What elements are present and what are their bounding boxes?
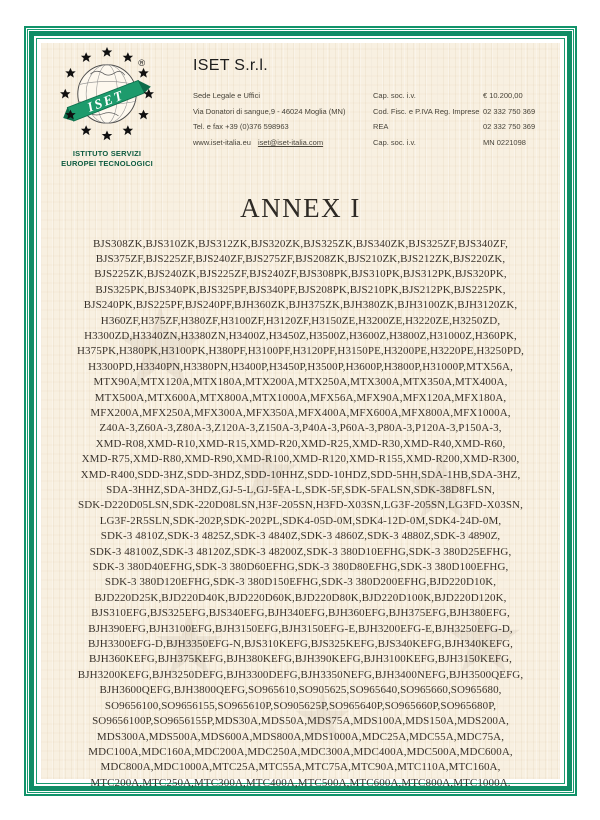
company-name: ISET S.r.l. (193, 57, 269, 74)
annex-line: MDC800A,MDC1000A,MTC25A,MTC55A,MTC75A,MTC90A,MTC110A,MTC160A, (100, 761, 501, 774)
annex-line: BJS240PK,BJS225PF,BJS240PF,BJH360ZK,BJH375ZK,BJH380ZK,BJH3100ZK,BJH3120ZK, (83, 299, 518, 312)
annex-line: BJH3200KEFG,BJH3250DEFG,BJH3300DEFG,BJH3350NEFG,BJH3400NEFG,BJH3500QEFG, (77, 668, 524, 681)
registry-label: REA (373, 122, 389, 132)
annex-line: H3300ZD,H3340ZN,H3380ZN,H3400Z,H3450Z,H3500Z,H3600Z,H3800Z,H31000Z,H360PK, (84, 329, 517, 342)
annex-line: BJS325PK,BJS340PK,BJS325PF,BJS340PF,BJS208PK,BJS210PK,BJS212PK,BJS225PK, (95, 283, 506, 296)
annex-body (41, 237, 560, 792)
annex-line: MDC100A,MDC160A,MDC200A,MDC250A,MDC300A,MDC400A,MDC500A,MDC600A, (88, 745, 513, 758)
annex-line: BJH390EFG,BJH3100EFG,BJH3150EFG,BJH3150EFG-E,BJH3200EFG-E,BJH3250EFG-D, (88, 622, 513, 635)
annex-line: SDK-3 380D120EFHG,SDK-3 380D150EFHG,SDK-3 380D200EFHG,BJD220D10K, (104, 576, 497, 589)
annex-line: BJH360KEFG,BJH375KEFG,BJH380KEFG,BJH390KEFG,BJH3100KEFG,BJH3150KEFG, (88, 653, 513, 666)
watermark-star: ★ (441, 587, 527, 693)
annex-line: H375PK,H380PK,H3100PK,H380PF,H3100PF,H3120PF,H3150PE,H3200PE,H3220PE,H3250PD, (77, 345, 524, 358)
registry-value: MN 0221098 (483, 137, 526, 147)
watermark-star: ★ (151, 598, 228, 693)
annex-line: XMD-R75,XMD-R80,XMD-R90,XMD-R100,XMD-R120,XMD-R155,XMD-R200,XMD-R300, (81, 453, 520, 466)
annex-line: SDK-3 380D40EFHG,SDK-3 380D60EFHG,SDK-3 380D80EFHG,SDK-3 380D100EFHG, (92, 561, 509, 574)
paper-background (41, 43, 560, 789)
registry-value: 02 332 750 369 (483, 122, 536, 132)
letterhead (41, 43, 560, 169)
annex-line: MFX200A,MFX250A,MFX300A,MFX350A,MFX400A,MFX600A,MFX800A,MFX1000A, (90, 406, 511, 419)
logo-caption-line2: EUROPEI TECNOLOGICI (61, 158, 153, 168)
company-info (167, 45, 550, 169)
annex-line: BJS225ZK,BJS240ZK,BJS225ZF,BJS240ZF,BJS308PK,BJS310PK,BJS312PK,BJS320PK, (94, 268, 507, 281)
logo-ribbon-text: ISET (85, 87, 127, 115)
annex-line: SDA-3HHZ,SDA-3HDZ,GJ-5-L,GJ-5FA-L,SDK-5F,SDK-5FALSN,SDK-38D8FLSN, (106, 484, 495, 496)
registry-label: Cap. soc. i.v. (373, 91, 416, 100)
annex-line: Z40A-3,Z60A-3,Z80A-3,Z120A-3,Z150A-3,P40A-3,P60A-3,P80A-3,P120A-3,P150A-3, (99, 422, 502, 435)
web-contact-line (193, 139, 373, 148)
iset-logo-icon (54, 47, 160, 143)
registry-label: Cap. soc. i.v. (373, 137, 416, 147)
annex-line: BJS310EFG,BJS325EFG,BJS340EFG,BJH340EFG,BJH360EFG,BJH375EFG,BJH380EFG, (91, 607, 510, 620)
annex-line: XMD-R400,SDD-3HZ,SDD-3HDZ,SDD-10HHZ,SDD-10HDZ,SDD-5HH,SDA-1HB,SDA-3HZ, (80, 468, 521, 481)
company-info-grid (193, 92, 548, 148)
watermark-star: ★ (231, 428, 303, 517)
annex-line: XMD-R08,XMD-R10,XMD-R15,XMD-R20,XMD-R25,XMD-R30,XMD-R40,XMD-R60, (95, 437, 506, 450)
phone-line: Tel. e fax +39 (0)376 598963 (193, 122, 289, 132)
annex-line: MTX500A,MTX600A,MTX800A,MTX1000A,MFX56A,MFX90A,MFX120A,MFX180A, (94, 391, 507, 404)
registry-value: 02 332 750 369 (483, 106, 536, 116)
annex-line: SDK-3 48100Z,SDK-3 48120Z,SDK-3 48200Z,SDK-3 380D10EFHG,SDK-3 380D25EFHG, (89, 545, 512, 558)
annex-line: H360ZF,H375ZF,H380ZF,H3100ZF,H3120ZF,H3150ZE,H3200ZE,H3220ZE,H3250ZD, (100, 314, 501, 327)
address-line: Sede Legale e Uffici (193, 91, 260, 100)
annex-line: MTC200A,MTC250A,MTC300A,MTC400A,MTC500A,MTC600A,MTC800A,MTC1000A. (90, 776, 511, 789)
logo-block (47, 45, 167, 169)
annex-line: BJD220D25K,BJD220D40K,BJD220D60K,BJD220D80K,BJD220D100K,BJD220D120K, (94, 591, 507, 604)
registered-trademark-symbol: ® (138, 56, 146, 68)
watermark-star: ★ (111, 286, 210, 409)
annex-line: BJS308ZK,BJS310ZK,BJS312ZK,BJS320ZK,BJS325ZK,BJS340ZK,BJS325ZF,BJS340ZF, (93, 237, 508, 250)
certificate-frame (24, 26, 577, 796)
annex-line: BJS375ZF,BJS225ZF,BJS240ZF,BJS275ZF,BJS208ZK,BJS210ZK,BJS212ZK,BJS220ZK, (95, 252, 506, 265)
annex-line: MTX90A,MTX120A,MTX180A,MTX200A,MTX250A,MTX300A,MTX350A,MTX400A, (93, 376, 508, 389)
logo-caption (47, 149, 167, 169)
annex-line: SO9656100,SO9656155,SO965610P,SO905625P,SO965640P,SO965660P,SO965680P, (104, 699, 497, 712)
annex-line: MDS300A,MDS500A,MDS600A,MDS800A,MDS1000A,MDC25A,MDC55A,MDC75A, (96, 730, 505, 743)
logo-caption-line1: ISTITUTO SERVIZI (72, 149, 142, 158)
annex-title: ANNEX I (240, 192, 361, 223)
annex-line: LG3F-2R5SLN,SDK-202P,SDK-202PL,SDK4-05D-0M,SDK4-12D-0M,SDK4-24D-0M, (99, 514, 502, 527)
website-text: www.iset-italia.eu (193, 137, 251, 147)
annex-line: BJH3300EFG-D,BJH3350EFG-N,BJS310KEFG,BJS325KEFG,BJS340KEFG,BJH340KEFG, (87, 638, 514, 651)
registry-label: Cod. Fisc. e P.IVA Reg. Imprese (373, 106, 480, 116)
annex-line: BJH3600QEFG,BJH3800QEFG,SO965610,SO905625,SO965640,SO965660,SO965680, (99, 684, 502, 697)
address-line: Via Donatori di sangue,9 - 46024 Moglia (MN) (193, 106, 346, 116)
annex-line: SDK-D220D05LSN,SDK-220D08LSN,H3F-205SN,H3FD-X03SN,LG3F-205SN,LG3FD-X03SN, (78, 499, 523, 512)
annex-line: SDK-3 4810Z,SDK-3 4825Z,SDK-3 4840Z,SDK-3 4860Z,SDK-3 4880Z,SDK-3 4890Z, (100, 530, 501, 543)
watermark-star: ★ (401, 438, 482, 538)
email-link[interactable]: iset@iset-italia.com (257, 137, 324, 147)
annex-line: H3300PD,H3340PN,H3380PN,H3400P,H3450P,H3500P,H3600P,H3800P,H31000P,MTX56A, (88, 360, 513, 373)
annex-line: SO9656100P,SO9656155P,MDS30A,MDS50A,MDS75A,MDS100A,MDS150A,MDS200A, (92, 715, 509, 728)
registry-value: € 10.200,00 (483, 91, 523, 100)
watermark-star: ★ (291, 679, 354, 757)
